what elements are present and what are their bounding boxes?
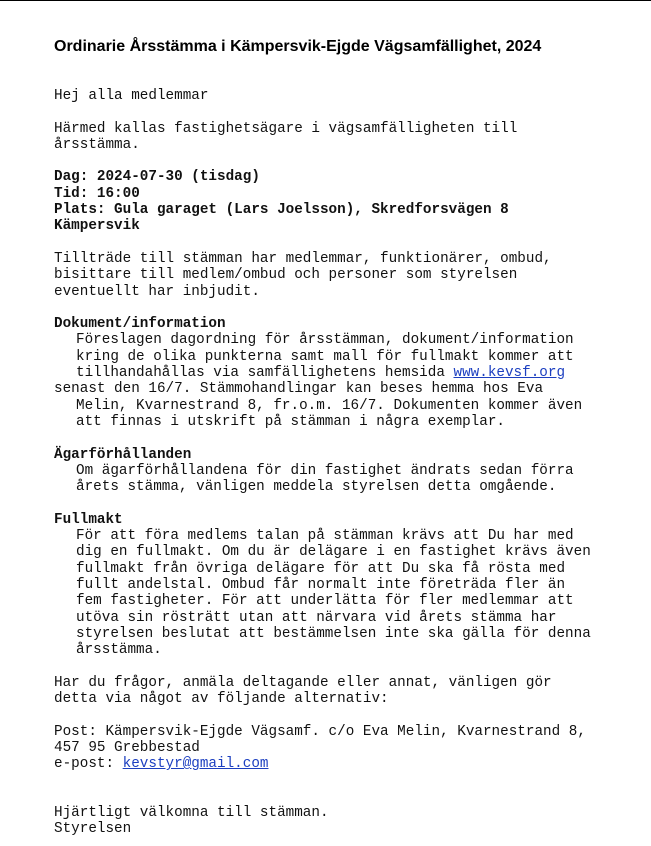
greeting-paragraph — [54, 88, 644, 104]
email-link[interactable]: kevstyr@gmail.com — [122, 756, 269, 773]
postal-address: Post: Kämpersvik-Ejgde Vägsamf. c/o Eva Melin, Kvarnestrand 8, — [54, 723, 586, 740]
text-line: kring de olika punkterna samt mall för fullmakt kommer att — [76, 348, 574, 365]
ownership-section — [54, 447, 644, 496]
text-line — [54, 365, 644, 381]
text-line: bisittare till medlem/ombud och personer som styrelsen — [54, 267, 518, 284]
text-line: årsstämma. — [54, 136, 140, 153]
document-title: Ordinarie Årsstämma i Kämpersvik-Ejgde Vägsamfällighet, 2024 — [54, 38, 542, 55]
email-label: e-post: — [54, 756, 123, 773]
closing-line: Hjärtligt välkomna till stämman. — [54, 805, 329, 822]
greeting-line: Hej alla medlemmar — [54, 88, 209, 104]
text-line: eventuellt har inbjudit. — [54, 283, 260, 300]
text-line: utöva sin rösträtt utan att närvara vid årets stämma har — [76, 609, 557, 626]
meeting-time: Tid: 16:00 — [54, 185, 140, 202]
text-line: Härmed kallas fastighetsägare i vägsamfälligheten till — [54, 120, 518, 137]
text-line: Har du frågor, anmäla deltagande eller annat, vänligen gör — [54, 674, 552, 691]
postal-address: 457 95 Grebbestad — [54, 739, 200, 756]
signature: Styrelsen — [54, 821, 132, 838]
text-line: Föreslagen dagordning för årsstämman, dokument/information — [76, 332, 574, 349]
website-link[interactable]: www.kevsf.org — [453, 365, 566, 382]
intro-paragraph — [54, 121, 644, 154]
text-line: fem fastigheter. För att underlätta för fler medlemmar att — [76, 593, 574, 610]
text-line: detta via något av följande alternativ: — [54, 690, 389, 707]
text-line: fullt andelstal. Ombud får normalt inte företräda fler än — [76, 576, 566, 593]
section-heading: Dokument/information — [54, 316, 226, 333]
text-line: senast den 16/7. Stämmohandlingar kan beses hemma hos Eva — [54, 381, 544, 398]
contact-paragraph — [54, 675, 644, 708]
text-line: årsstämma. — [76, 642, 162, 659]
closing-paragraph — [54, 805, 644, 838]
meeting-place: Plats: Gula garaget (Lars Joelsson), Skredforsvägen 8 — [54, 202, 509, 219]
meeting-date: Dag: 2024-07-30 (tisdag) — [54, 169, 260, 186]
proxy-section — [54, 512, 644, 659]
text-line: Tillträde till stämman har medlemmar, funktionärer, ombud, — [54, 250, 552, 267]
email-line — [54, 756, 644, 772]
access-paragraph — [54, 251, 644, 300]
meeting-details — [54, 169, 644, 234]
documents-section — [54, 316, 644, 430]
section-heading: Ägarförhållanden — [54, 446, 192, 463]
text-line: För att föra medlems talan på stämman krävs att Du har med — [76, 528, 574, 545]
section-heading: Fullmakt — [54, 511, 123, 528]
address-block — [54, 724, 644, 773]
text-segment: tillhandahållas via samfällighetens hemsida — [76, 365, 454, 382]
text-line: Om ägarförhållandena för din fastighet ändrats sedan förra — [76, 462, 574, 479]
text-line: att finnas i utskrift på stämman i några exemplar. — [76, 413, 505, 430]
text-line: fullmakt från övriga delägare för att Du ska få rösta med — [76, 560, 566, 577]
text-line: styrelsen beslutat att bestämmelsen inte ska gälla för denna — [76, 625, 591, 642]
text-line: Melin, Kvarnestrand 8, fr.o.m. 16/7. Dokumenten kommer även — [76, 397, 583, 414]
text-line: årets stämma, vänligen meddela styrelsen detta omgående. — [76, 479, 557, 496]
document-body — [54, 88, 644, 846]
text-line: dig en fullmakt. Om du är delägare i en fastighet krävs även — [76, 544, 591, 561]
meeting-place: Kämpersvik — [54, 218, 140, 235]
